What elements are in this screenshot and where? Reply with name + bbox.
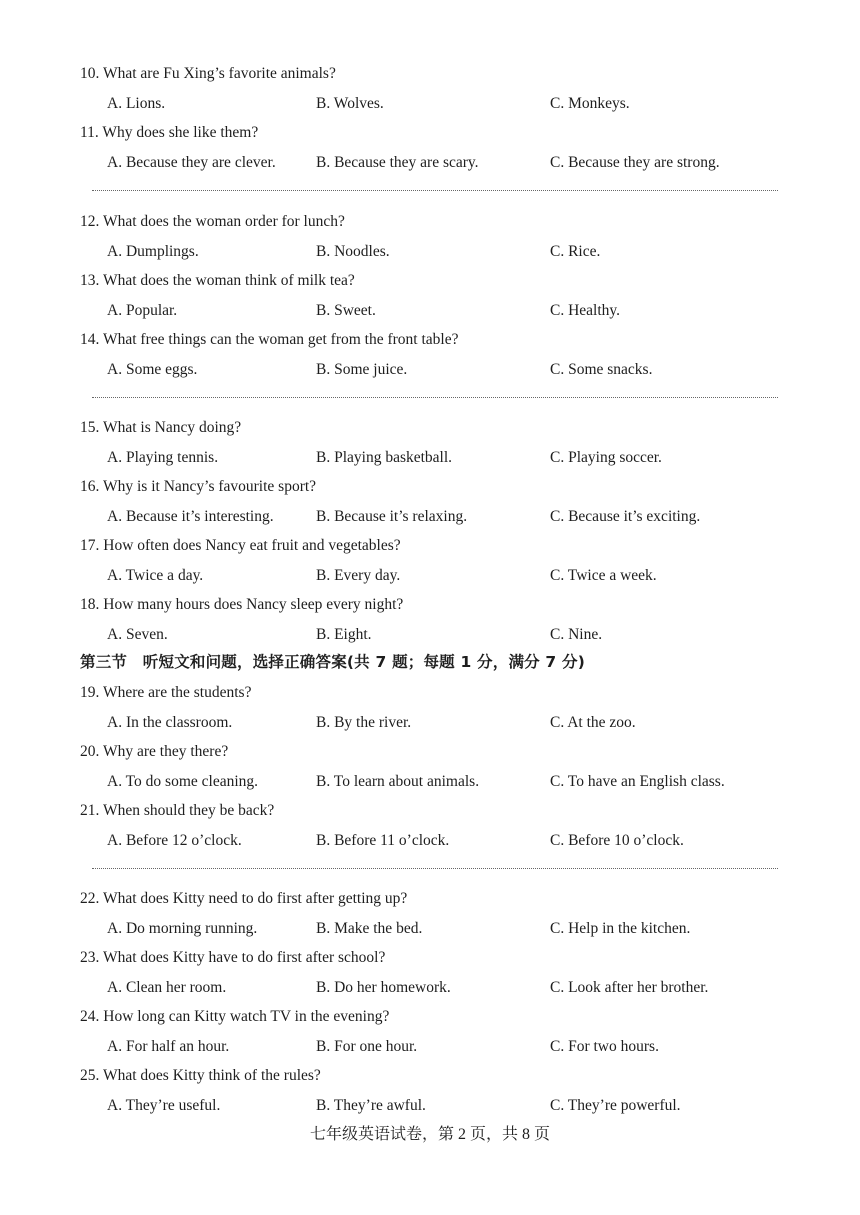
dotted-divider [92,868,778,869]
option-b: B. For one hour. [316,1038,418,1055]
option-b: B. Sweet. [316,302,376,319]
question-text: 24. How long can Kitty watch TV in the evening? [80,1008,390,1025]
option-a: A. Playing tennis. [107,449,219,466]
option-b: B. Noodles. [316,243,390,260]
question-text: 11. Why does she like them? [80,124,259,141]
option-c: C. For two hours. [550,1038,659,1055]
option-c: C. Rice. [550,243,601,260]
option-c: C. Because it’s exciting. [550,508,701,525]
option-c: C. Some snacks. [550,361,653,378]
option-c: C. Healthy. [550,302,621,319]
question-text: 14. What free things can the woman get from the front table? [80,331,459,348]
option-a: A. Twice a day. [107,567,204,584]
option-c: C. Monkeys. [550,95,630,112]
question-text: 21. When should they be back? [80,802,275,819]
option-b: B. They’re awful. [316,1097,426,1114]
option-a: A. To do some cleaning. [107,773,259,790]
option-b: B. To learn about animals. [316,773,480,790]
dotted-divider [92,190,778,191]
question-text: 20. Why are they there? [80,743,229,760]
option-b: B. Wolves. [316,95,384,112]
question-text: 15. What is Nancy doing? [80,419,242,436]
option-b: B. Every day. [316,567,401,584]
option-a: A. Some eggs. [107,361,198,378]
option-a: A. Lions. [107,95,166,112]
option-c: C. They’re powerful. [550,1097,681,1114]
option-b: B. Before 11 o’clock. [316,832,450,849]
question-text: 16. Why is it Nancy’s favourite sport? [80,478,317,495]
option-c: C. Before 10 o’clock. [550,832,684,849]
option-c: C. Look after her brother. [550,979,709,996]
option-c: C. Help in the kitchen. [550,920,691,937]
option-a: A. Before 12 o’clock. [107,832,242,849]
section-heading: 第三节 听短文和问题，选择正确答案(共 7 题；每题 1 分，满分 7 分) [80,653,586,671]
option-c: C. Playing soccer. [550,449,662,466]
question-text: 18. How many hours does Nancy sleep every night? [80,596,404,613]
dotted-divider [92,397,778,398]
option-c: C. Nine. [550,626,603,643]
option-c: C. At the zoo. [550,714,636,731]
question-text: 10. What are Fu Xing’s favorite animals? [80,65,336,82]
question-text: 25. What does Kitty think of the rules? [80,1067,321,1084]
option-a: A. Seven. [107,626,168,643]
option-b: B. Because it’s relaxing. [316,508,468,525]
option-b: B. Because they are scary. [316,154,479,171]
question-text: 22. What does Kitty need to do first after getting up? [80,890,408,907]
option-a: A. In the classroom. [107,714,233,731]
option-a: A. Clean her room. [107,979,227,996]
question-text: 13. What does the woman think of milk tea? [80,272,355,289]
option-b: B. Playing basketball. [316,449,453,466]
option-a: A. Do morning running. [107,920,258,937]
option-a: A. For half an hour. [107,1038,230,1055]
option-a: A. They’re useful. [107,1097,221,1114]
question-text: 12. What does the woman order for lunch? [80,213,345,230]
option-c: C. To have an English class. [550,773,725,790]
option-b: B. Make the bed. [316,920,423,937]
option-a: A. Dumplings. [107,243,199,260]
page-footer: 七年级英语试卷，第 2 页，共 8 页 [309,1126,550,1143]
question-text: 19. Where are the students? [80,684,252,701]
option-b: B. Some juice. [316,361,408,378]
option-b: B. Do her homework. [316,979,451,996]
option-a: A. Because it’s interesting. [107,508,274,525]
option-a: A. Popular. [107,302,178,319]
option-c: C. Because they are strong. [550,154,720,171]
question-text: 17. How often does Nancy eat fruit and vegetables? [80,537,401,554]
option-c: C. Twice a week. [550,567,657,584]
option-b: B. Eight. [316,626,372,643]
question-text: 23. What does Kitty have to do first after school? [80,949,386,966]
option-a: A. Because they are clever. [107,154,276,171]
option-b: B. By the river. [316,714,412,731]
